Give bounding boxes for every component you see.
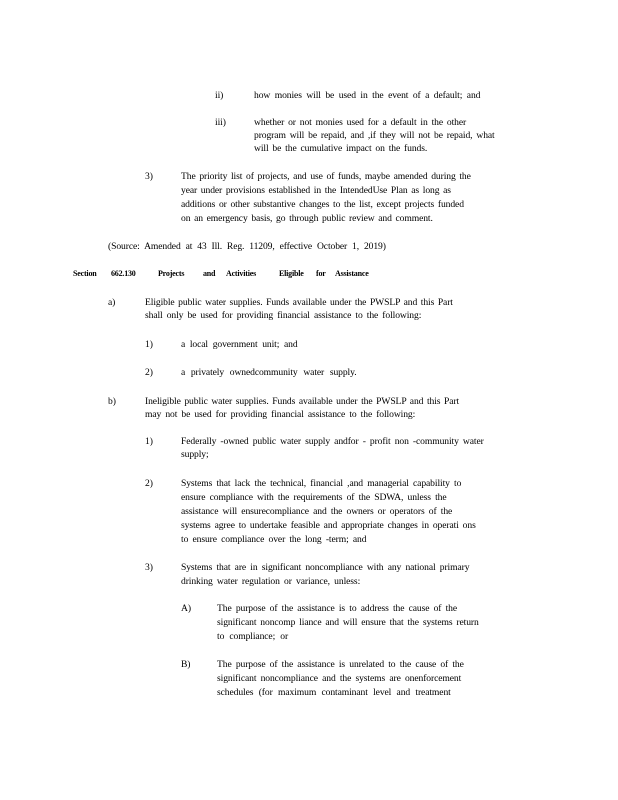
item-b2-label: 2) bbox=[145, 478, 153, 489]
item-ii-text: how monies will be used in the event of a default; and bbox=[254, 90, 481, 101]
subsection-a-label: a) bbox=[108, 297, 116, 308]
item-iii-line: will be the cumulative impact on the funds. bbox=[254, 143, 428, 154]
item-A-label: A) bbox=[181, 603, 191, 614]
item-iii-label: iii) bbox=[215, 117, 226, 128]
item-b1-line: supply; bbox=[181, 449, 209, 460]
item-b2-line: Systems that lack the technical, financial ,and managerial capability to bbox=[181, 478, 462, 489]
section-title-word: Assistance bbox=[335, 269, 369, 278]
item-b3-label: 3) bbox=[145, 562, 153, 573]
source-note: (Source: Amended at 43 Ill. Reg. 11209, effective October 1, 2019) bbox=[108, 241, 386, 252]
section-title-word: Projects bbox=[158, 269, 185, 278]
item-A-line: to compliance; or bbox=[217, 631, 289, 642]
item-B-line: significant noncompliance and the systems are onenforcement bbox=[217, 673, 462, 684]
item-b3-line: drinking water regulation or variance, unless: bbox=[181, 576, 361, 587]
section-title-word: Activities bbox=[226, 269, 256, 278]
item-b1-line: Federally -owned public water supply andfor - profit non -community water bbox=[181, 436, 484, 447]
item-a1-label: 1) bbox=[145, 339, 153, 350]
item-b1-label: 1) bbox=[145, 436, 153, 447]
subsection-b-label: b) bbox=[108, 396, 116, 407]
item-a2-text: a privately ownedcommunity water supply. bbox=[181, 367, 357, 378]
item-A-line: significant noncomp liance and will ensure that the systems return bbox=[217, 617, 479, 628]
item-a2-label: 2) bbox=[145, 367, 153, 378]
item-ii-label: ii) bbox=[215, 90, 224, 101]
section-title-word: and bbox=[203, 269, 216, 278]
item-iii-line: program will be repaid, and ,if they will not be repaid, what bbox=[254, 130, 495, 141]
section-title-word: for bbox=[316, 269, 326, 278]
item-b3-line: Systems that are in significant noncompliance with any national primary bbox=[181, 562, 470, 573]
subsection-b-line: may not be used for providing financial assistance to the following: bbox=[145, 409, 416, 420]
item-B-line: schedules (for maximum contaminant level and treatment bbox=[217, 687, 451, 698]
item-a1-text: a local government unit; and bbox=[181, 339, 298, 350]
subsection-a-line: shall only be used for providing financial assistance to the following: bbox=[145, 310, 422, 321]
item-iii-line: whether or not monies used for a default in the other bbox=[254, 117, 467, 128]
item-B-line: The purpose of the assistance is unrelated to the cause of the bbox=[217, 659, 464, 670]
section-number: 662.130 bbox=[111, 269, 136, 278]
item-3-label: 3) bbox=[145, 171, 153, 182]
item-A-line: The purpose of the assistance is to address the cause of the bbox=[217, 603, 458, 614]
item-B-label: B) bbox=[181, 659, 191, 670]
item-3-line: The priority list of projects, and use of funds, maybe amended during the bbox=[181, 171, 471, 182]
subsection-a-line: Eligible public water supplies. Funds available under the PWSLP and this Part bbox=[145, 297, 453, 308]
subsection-b-line: Ineligible public water supplies. Funds available under the PWSLP and this Part bbox=[145, 396, 460, 407]
item-b2-line: ensure compliance with the requirements of the SDWA, unless the bbox=[181, 492, 447, 503]
item-3-line: year under provisions established in the IntendedUse Plan as long as bbox=[181, 185, 451, 196]
item-3-line: additions or other substantive changes to the list, except projects funded bbox=[181, 199, 464, 210]
section-word: Section bbox=[73, 269, 97, 278]
section-title-word: Eligible bbox=[279, 269, 304, 278]
item-b2-line: assistance will ensurecompliance and the owners or operators of the bbox=[181, 506, 453, 517]
item-b2-line: to ensure compliance over the long -term; and bbox=[181, 534, 367, 545]
item-3-line: on an emergency basis, go through public review and comment. bbox=[181, 213, 433, 224]
item-b2-line: systems agree to undertake feasible and appropriate changes in operati ons bbox=[181, 520, 476, 531]
